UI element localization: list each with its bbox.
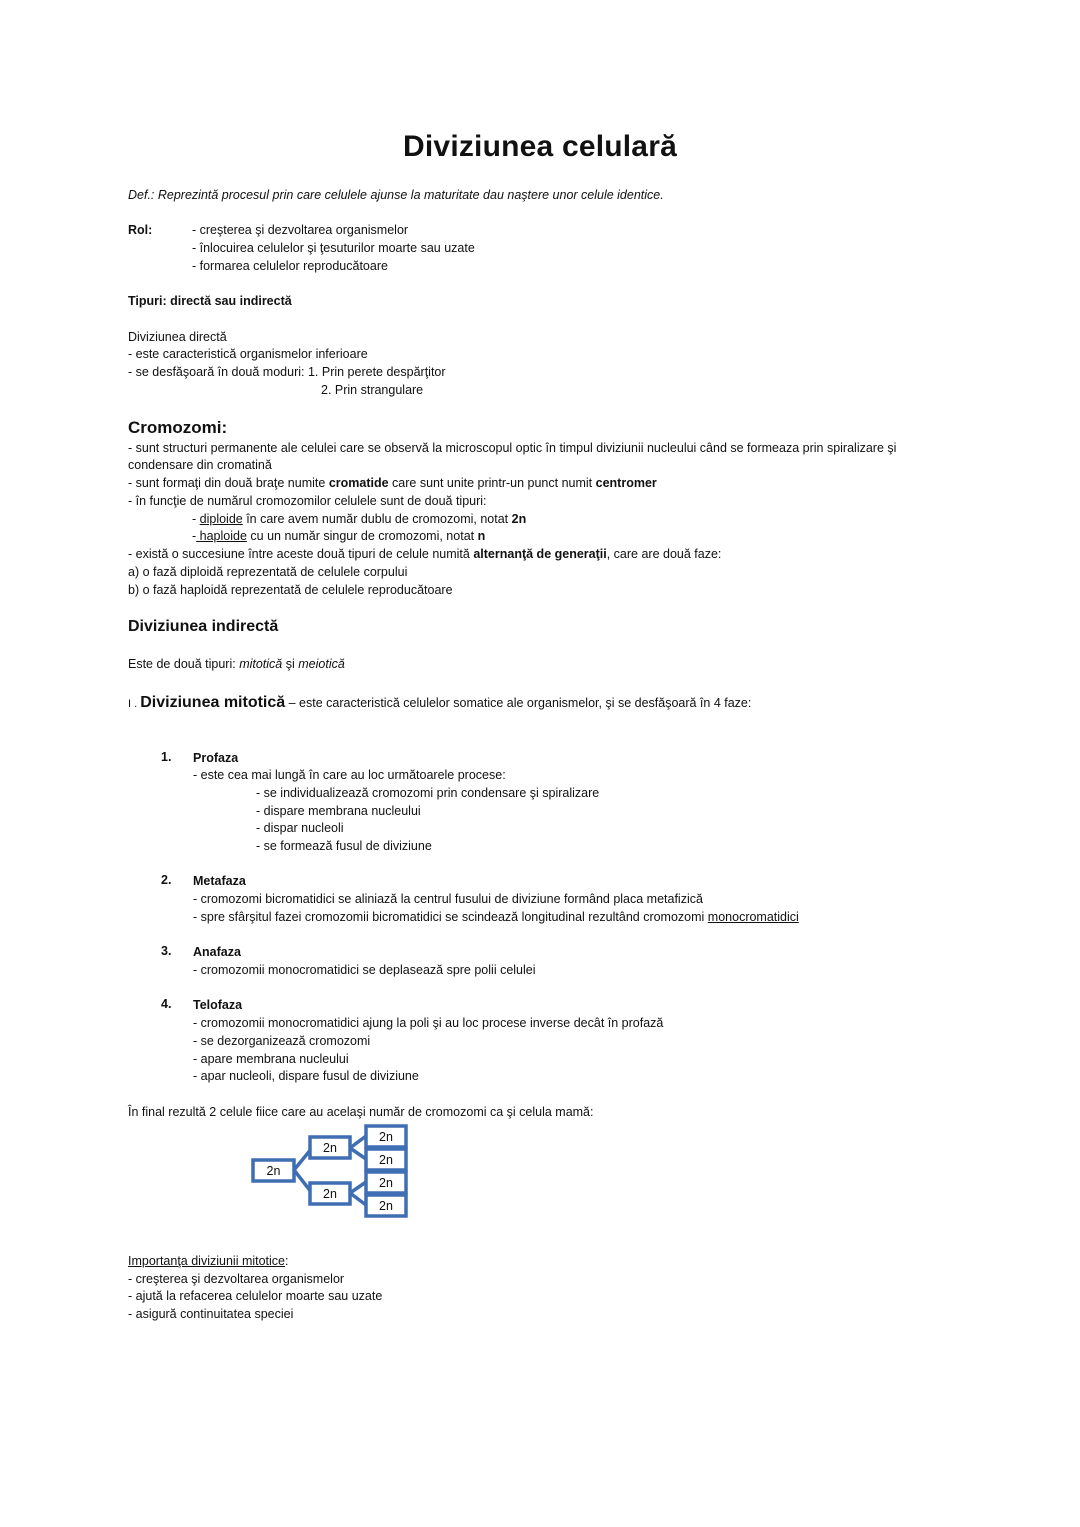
- importanta-item: - creşterea şi dezvoltarea organismelor: [128, 1272, 345, 1286]
- phase-name: Telofaza: [193, 998, 243, 1012]
- phase-number: 3.: [161, 944, 172, 958]
- directa-heading: Diviziunea directă: [128, 330, 227, 344]
- phase-subline: - se individualizează cromozomi prin condensare şi spiralizare: [256, 786, 600, 800]
- cromozomi-line: - haploide cu un număr singur de cromozomi, notat n: [192, 529, 486, 543]
- tipuri-heading: Tipuri: directă sau indirectă: [128, 294, 292, 308]
- phase-line: - cromozomi bicromatidici se aliniază la centrul fusului de diviziune formând placa metafizică: [193, 892, 703, 906]
- rol-label: Rol:: [128, 223, 153, 237]
- cromozomi-line: - diploide în care avem număr dublu de cromozomi, notat 2n: [192, 512, 527, 526]
- phase-number: 2.: [161, 873, 172, 887]
- importanta-heading: Importanţa diviziunii mitotice:: [128, 1254, 289, 1268]
- phase-subline: - dispare membrana nucleului: [256, 804, 421, 818]
- rol-item: - creşterea şi dezvoltarea organismelor: [192, 223, 409, 237]
- phase-number: 1.: [161, 750, 172, 764]
- final-line: În final rezultă 2 celule fiice care au acelaşi număr de cromozomi ca şi celula mamă:: [128, 1105, 594, 1119]
- diagram-node-label: 2n: [379, 1199, 393, 1213]
- diagram-connector: [350, 1136, 366, 1159]
- cromozomi-line: b) o fază haploidă reprezentată de celulele reproducătoare: [128, 583, 453, 597]
- phase-line: - apare membrana nucleului: [193, 1052, 349, 1066]
- cromozomi-heading: Cromozomi:: [128, 418, 228, 437]
- cromozomi-line: condensare din cromatină: [128, 458, 272, 472]
- mitotica-heading: I . Diviziunea mitotică – este caracteristică celulelor somatice ale organismelor, şi se desfăşoară în 4 faze:: [128, 694, 752, 711]
- cromozomi-line: - în funcţie de numărul cromozomilor celulele sunt de două tipuri:: [128, 494, 487, 508]
- definition: Def.: Reprezintă procesul prin care celulele ajunse la maturitate dau naştere unor celule identice.: [128, 188, 664, 202]
- phase-name: Profaza: [193, 751, 239, 765]
- phase-line: - este cea mai lungă în care au loc următoarele procese:: [193, 768, 506, 782]
- diagram-node-label: 2n: [323, 1187, 337, 1201]
- phase-name: Anafaza: [193, 945, 241, 959]
- cromozomi-line: a) o fază diploidă reprezentată de celulele corpului: [128, 565, 408, 579]
- directa-line: 2. Prin strangulare: [321, 383, 424, 397]
- importanta-item: - ajută la refacerea celulelor moarte sau uzate: [128, 1289, 383, 1303]
- phase-subline: - se formează fusul de diviziune: [256, 839, 432, 853]
- page-title: Diviziunea celulară: [403, 130, 677, 163]
- rol-item: - înlocuirea celulelor şi ţesuturilor moarte sau uzate: [192, 241, 475, 255]
- diagram-node-label: 2n: [379, 1153, 393, 1167]
- directa-line: - este caracteristică organismelor inferioare: [128, 347, 368, 361]
- importanta-item: - asigură continuitatea speciei: [128, 1307, 294, 1321]
- diagram-node-label: 2n: [379, 1130, 393, 1144]
- indirecta-heading: Diviziunea indirectă: [128, 618, 279, 635]
- phase-line: - se dezorganizează cromozomi: [193, 1034, 371, 1048]
- phase-line: - cromozomii monocromatidici ajung la poli şi au loc procese inverse decât în profază: [193, 1016, 664, 1030]
- indirecta-line: Este de două tipuri: mitotică şi meiotică: [128, 657, 345, 671]
- phase-line: - spre sfârşitul fazei cromozomii bicromatidici se scindează longitudinal rezultând cromozomi monocromatidici: [193, 910, 799, 924]
- phase-line: - apar nucleoli, dispare fusul de diviziune: [193, 1069, 419, 1083]
- diagram-node-label: 2n: [379, 1176, 393, 1190]
- cromozomi-line: - sunt formaţi din două braţe numite cromatide care sunt unite printr-un punct numit centromer: [128, 476, 657, 490]
- phase-line: - cromozomii monocromatidici se deplasează spre polii celulei: [193, 963, 536, 977]
- directa-line: - se desfăşoară în două moduri: 1. Prin perete despărţitor: [128, 365, 446, 379]
- phase-name: Metafaza: [193, 874, 246, 888]
- diagram-node-label: 2n: [323, 1141, 337, 1155]
- phase-number: 4.: [161, 997, 172, 1011]
- phase-subline: - dispar nucleoli: [256, 821, 344, 835]
- diagram-connector: [350, 1182, 366, 1205]
- cromozomi-line: - sunt structuri permanente ale celulei care se observă la microscopul optic în timpul diviziunii nucleului când se formeaza prin spiralizare şi: [128, 441, 897, 455]
- rol-item: - formarea celulelor reproducătoare: [192, 259, 388, 273]
- cromozomi-line: - există o succesiune între aceste două tipuri de celule numită alternanţă de generaţii, care are două faze:: [128, 547, 722, 561]
- diagram-node-label: 2n: [266, 1164, 281, 1178]
